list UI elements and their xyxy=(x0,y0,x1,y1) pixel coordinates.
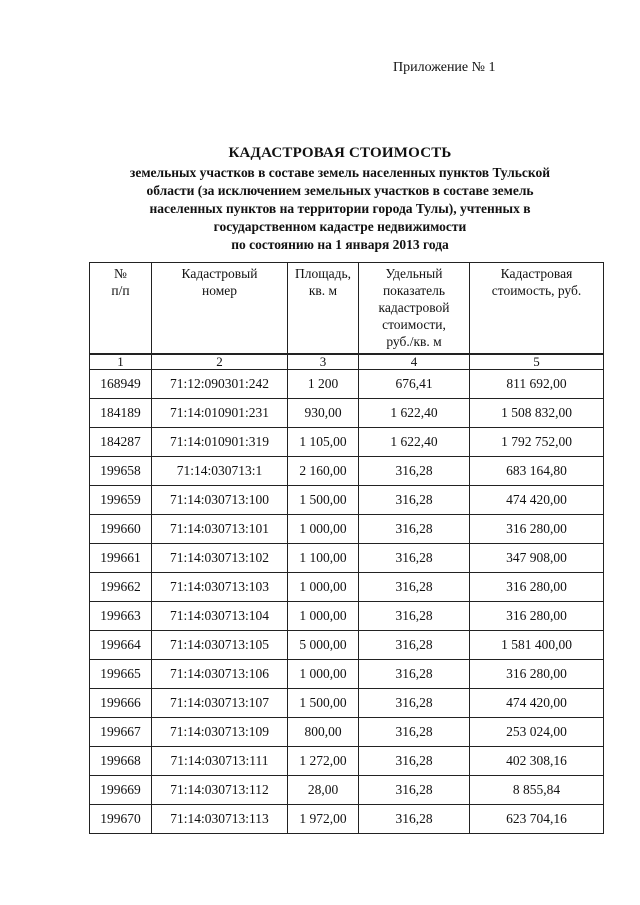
header-cell-area xyxy=(288,263,359,355)
cell-specific-value: 316,28 xyxy=(359,515,470,544)
cell-specific-value: 1 622,40 xyxy=(359,428,470,457)
table-row xyxy=(90,370,604,399)
cell-area: 1 500,00 xyxy=(288,486,359,515)
header-text: руб./кв. м xyxy=(386,334,442,349)
cell-area: 1 000,00 xyxy=(288,573,359,602)
cell-area: 2 160,00 xyxy=(288,457,359,486)
table-row xyxy=(90,660,604,689)
cell-row-number: 184189 xyxy=(90,399,152,428)
table-row xyxy=(90,747,604,776)
header-text: показатель xyxy=(382,283,446,298)
table-row xyxy=(90,805,604,834)
cell-specific-value: 316,28 xyxy=(359,486,470,515)
column-number-row xyxy=(90,354,604,370)
cell-row-number: 199667 xyxy=(90,718,152,747)
header-text: стоимость, руб. xyxy=(491,283,582,298)
table-row xyxy=(90,776,604,805)
cell-cadastral-value: 474 420,00 xyxy=(470,689,604,718)
subtitle-line: государственном кадастре недвижимости xyxy=(213,219,467,234)
cell-cadastral-value: 623 704,16 xyxy=(470,805,604,834)
cell-row-number: 199663 xyxy=(90,602,152,631)
column-number: 4 xyxy=(359,354,470,370)
cell-specific-value: 676,41 xyxy=(359,370,470,399)
cell-cadastral-value: 347 908,00 xyxy=(470,544,604,573)
cell-cadastral-number: 71:14:030713:1 xyxy=(152,457,288,486)
table-row xyxy=(90,573,604,602)
cell-row-number: 199668 xyxy=(90,747,152,776)
column-number: 3 xyxy=(288,354,359,370)
cell-area: 1 200 xyxy=(288,370,359,399)
cell-cadastral-value: 316 280,00 xyxy=(470,573,604,602)
cell-area: 1 272,00 xyxy=(288,747,359,776)
header-text: Площадь, xyxy=(294,266,352,281)
cell-cadastral-number: 71:14:030713:103 xyxy=(152,573,288,602)
table-body xyxy=(90,354,604,834)
subtitle-line: земельных участков в составе земель населенных пунктов Тульской xyxy=(129,165,551,180)
cell-specific-value: 316,28 xyxy=(359,747,470,776)
cell-cadastral-number: 71:14:030713:102 xyxy=(152,544,288,573)
cell-cadastral-value: 1 508 832,00 xyxy=(470,399,604,428)
document-title: КАДАСТРОВАЯ СТОИМОСТЬ xyxy=(228,145,452,161)
cell-cadastral-number: 71:14:030713:107 xyxy=(152,689,288,718)
header-text: стоимости, xyxy=(382,317,446,332)
table-row xyxy=(90,602,604,631)
cell-cadastral-value: 253 024,00 xyxy=(470,718,604,747)
cell-cadastral-number: 71:14:010901:231 xyxy=(152,399,288,428)
header-text: п/п xyxy=(111,283,130,298)
cell-cadastral-number: 71:14:010901:319 xyxy=(152,428,288,457)
cell-specific-value: 1 622,40 xyxy=(359,399,470,428)
cell-cadastral-value: 811 692,00 xyxy=(470,370,604,399)
cell-area: 800,00 xyxy=(288,718,359,747)
cell-specific-value: 316,28 xyxy=(359,457,470,486)
cell-row-number: 199664 xyxy=(90,631,152,660)
cell-area: 1 500,00 xyxy=(288,689,359,718)
cell-cadastral-value: 316 280,00 xyxy=(470,660,604,689)
cell-specific-value: 316,28 xyxy=(359,689,470,718)
header-cell-cadastral-value xyxy=(470,263,604,355)
cell-specific-value: 316,28 xyxy=(359,660,470,689)
table-row xyxy=(90,399,604,428)
cell-row-number: 168949 xyxy=(90,370,152,399)
table-row xyxy=(90,544,604,573)
cell-cadastral-value: 316 280,00 xyxy=(470,515,604,544)
table-row xyxy=(90,486,604,515)
cell-row-number: 199658 xyxy=(90,457,152,486)
header-text: кадастровой xyxy=(378,300,450,315)
cell-cadastral-value: 316 280,00 xyxy=(470,602,604,631)
cell-cadastral-number: 71:14:030713:100 xyxy=(152,486,288,515)
cell-cadastral-value: 683 164,80 xyxy=(470,457,604,486)
cell-cadastral-number: 71:12:090301:242 xyxy=(152,370,288,399)
cell-row-number: 199669 xyxy=(90,776,152,805)
header-text: кв. м xyxy=(308,283,338,298)
cell-cadastral-number: 71:14:030713:109 xyxy=(152,718,288,747)
cell-area: 1 105,00 xyxy=(288,428,359,457)
table-row xyxy=(90,718,604,747)
cell-cadastral-value: 1 581 400,00 xyxy=(470,631,604,660)
cell-area: 1 000,00 xyxy=(288,660,359,689)
cell-area: 1 000,00 xyxy=(288,515,359,544)
header-text: Кадастровый xyxy=(181,266,258,281)
column-number: 1 xyxy=(90,354,152,370)
cell-row-number: 199666 xyxy=(90,689,152,718)
column-number: 5 xyxy=(470,354,604,370)
cell-row-number: 199662 xyxy=(90,573,152,602)
cell-cadastral-value: 1 792 752,00 xyxy=(470,428,604,457)
subtitle-line: населенных пунктов на территории города Тулы), учтенных в xyxy=(149,201,531,216)
table-row xyxy=(90,631,604,660)
cell-specific-value: 316,28 xyxy=(359,776,470,805)
cell-cadastral-number: 71:14:030713:104 xyxy=(152,602,288,631)
cell-row-number: 199660 xyxy=(90,515,152,544)
cell-cadastral-number: 71:14:030713:101 xyxy=(152,515,288,544)
column-number: 2 xyxy=(152,354,288,370)
cell-cadastral-value: 474 420,00 xyxy=(470,486,604,515)
cell-cadastral-number: 71:14:030713:105 xyxy=(152,631,288,660)
cell-area: 5 000,00 xyxy=(288,631,359,660)
subtitle-line: по состоянию на 1 января 2013 года xyxy=(231,237,449,252)
subtitle-line: области (за исключением земельных участков в составе земель xyxy=(146,183,534,198)
cell-area: 1 100,00 xyxy=(288,544,359,573)
header-text: Удельный xyxy=(385,266,443,281)
annex-label: Приложение № 1 xyxy=(393,60,496,75)
header-cell-specific-value xyxy=(359,263,470,355)
header-cell-cadastral-number xyxy=(152,263,288,355)
cell-row-number: 199659 xyxy=(90,486,152,515)
cell-cadastral-number: 71:14:030713:111 xyxy=(152,747,288,776)
table-row xyxy=(90,689,604,718)
cell-area: 930,00 xyxy=(288,399,359,428)
cell-area: 1 000,00 xyxy=(288,602,359,631)
cell-cadastral-number: 71:14:030713:113 xyxy=(152,805,288,834)
cell-specific-value: 316,28 xyxy=(359,544,470,573)
cell-row-number: 199665 xyxy=(90,660,152,689)
cell-area: 1 972,00 xyxy=(288,805,359,834)
cell-specific-value: 316,28 xyxy=(359,805,470,834)
cell-row-number: 199670 xyxy=(90,805,152,834)
cell-specific-value: 316,28 xyxy=(359,573,470,602)
header-cell-number xyxy=(90,263,152,355)
cell-specific-value: 316,28 xyxy=(359,631,470,660)
cell-row-number: 184287 xyxy=(90,428,152,457)
table-row xyxy=(90,515,604,544)
cell-cadastral-number: 71:14:030713:106 xyxy=(152,660,288,689)
header-row xyxy=(90,263,604,355)
cadastral-value-table xyxy=(89,262,604,834)
header-text: № xyxy=(114,266,127,281)
cell-cadastral-value: 8 855,84 xyxy=(470,776,604,805)
cell-cadastral-value: 402 308,16 xyxy=(470,747,604,776)
header-text: Кадастровая xyxy=(500,266,573,281)
table-header xyxy=(90,263,604,355)
table-row xyxy=(90,457,604,486)
cell-cadastral-number: 71:14:030713:112 xyxy=(152,776,288,805)
cell-row-number: 199661 xyxy=(90,544,152,573)
header-text: номер xyxy=(201,283,237,298)
cell-specific-value: 316,28 xyxy=(359,602,470,631)
cell-specific-value: 316,28 xyxy=(359,718,470,747)
table-row xyxy=(90,428,604,457)
cell-area: 28,00 xyxy=(288,776,359,805)
